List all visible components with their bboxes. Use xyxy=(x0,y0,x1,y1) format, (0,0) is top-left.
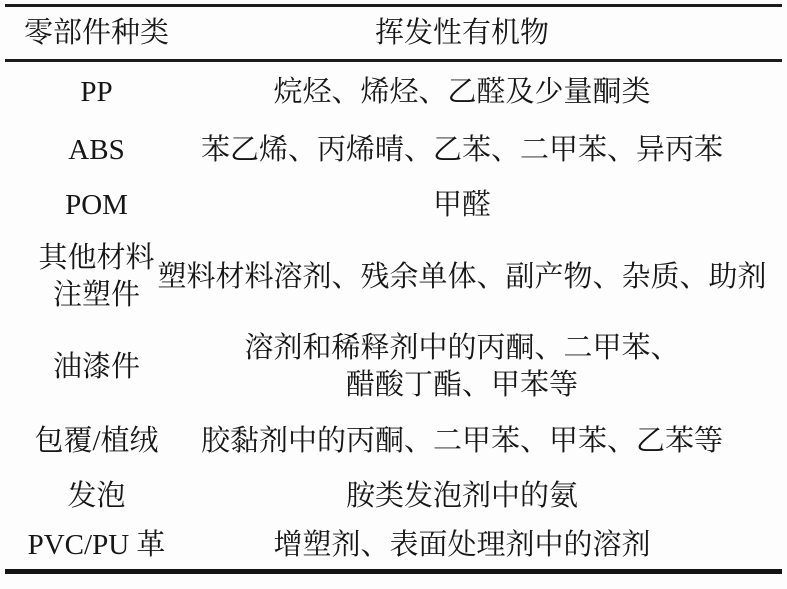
table-row xyxy=(5,232,782,322)
table-row xyxy=(5,178,782,232)
part-type-cell xyxy=(5,527,200,564)
cell-line: 醋酸丁酯、甲苯等 xyxy=(345,369,578,401)
voc-cell xyxy=(200,74,782,111)
cell-line: PP xyxy=(80,75,113,108)
part-type-cell xyxy=(5,423,200,460)
cell-line: ABS xyxy=(68,133,125,166)
voc-cell xyxy=(200,132,782,169)
cell-line: POM xyxy=(65,188,128,221)
voc-cell xyxy=(200,478,782,515)
voc-cell xyxy=(200,423,782,460)
column-header-voc: 挥发性有机物 xyxy=(374,16,549,49)
table-row xyxy=(5,412,782,470)
part-type-cell xyxy=(5,187,200,224)
cell-line: 增塑剂、表面处理剂中的溶剂 xyxy=(273,529,651,561)
cell-line: 胺类发泡剂中的氨 xyxy=(345,479,578,512)
cell-line: 塑料材料溶剂、残余单体、副产物、杂质、助剂 xyxy=(157,260,767,293)
cell-line: 包覆/植绒 xyxy=(34,424,159,457)
part-type-cell xyxy=(5,74,200,111)
cell-line: 烷烃、烯烃、乙醛及少量酮类 xyxy=(273,75,651,108)
cell-line: 甲醛 xyxy=(432,188,491,221)
voc-cell xyxy=(200,330,782,404)
voc-cell xyxy=(157,259,782,296)
table-row xyxy=(5,62,782,122)
table-header-row xyxy=(5,7,782,62)
cell-line: 溶剂和稀释剂中的丙酮、二甲苯、 xyxy=(244,332,680,364)
voc-cell xyxy=(200,527,782,564)
cell-line: 胶黏剂中的丙酮、二甲苯、甲苯、乙苯等 xyxy=(200,424,723,457)
voc-cell xyxy=(200,187,782,224)
table-row xyxy=(5,122,782,178)
table-body xyxy=(5,62,782,569)
cell-line: PVC/PU 革 xyxy=(27,529,166,561)
cell-line: 苯乙烯、丙烯晴、乙苯、二甲苯、异丙苯 xyxy=(200,133,723,166)
table-row xyxy=(5,522,782,569)
cell-line: 油漆件 xyxy=(52,350,140,383)
cell-line: 注塑件 xyxy=(52,279,140,311)
voc-parts-table xyxy=(5,4,782,574)
part-type-cell xyxy=(5,478,200,515)
column-header-part-type: 零部件种类 xyxy=(23,16,169,49)
cell-line: 其他材料 xyxy=(38,242,155,274)
part-type-cell xyxy=(5,349,200,386)
cell-line: 发泡 xyxy=(67,479,126,512)
table-row xyxy=(5,322,782,412)
table-row xyxy=(5,470,782,522)
part-type-cell xyxy=(5,132,200,169)
